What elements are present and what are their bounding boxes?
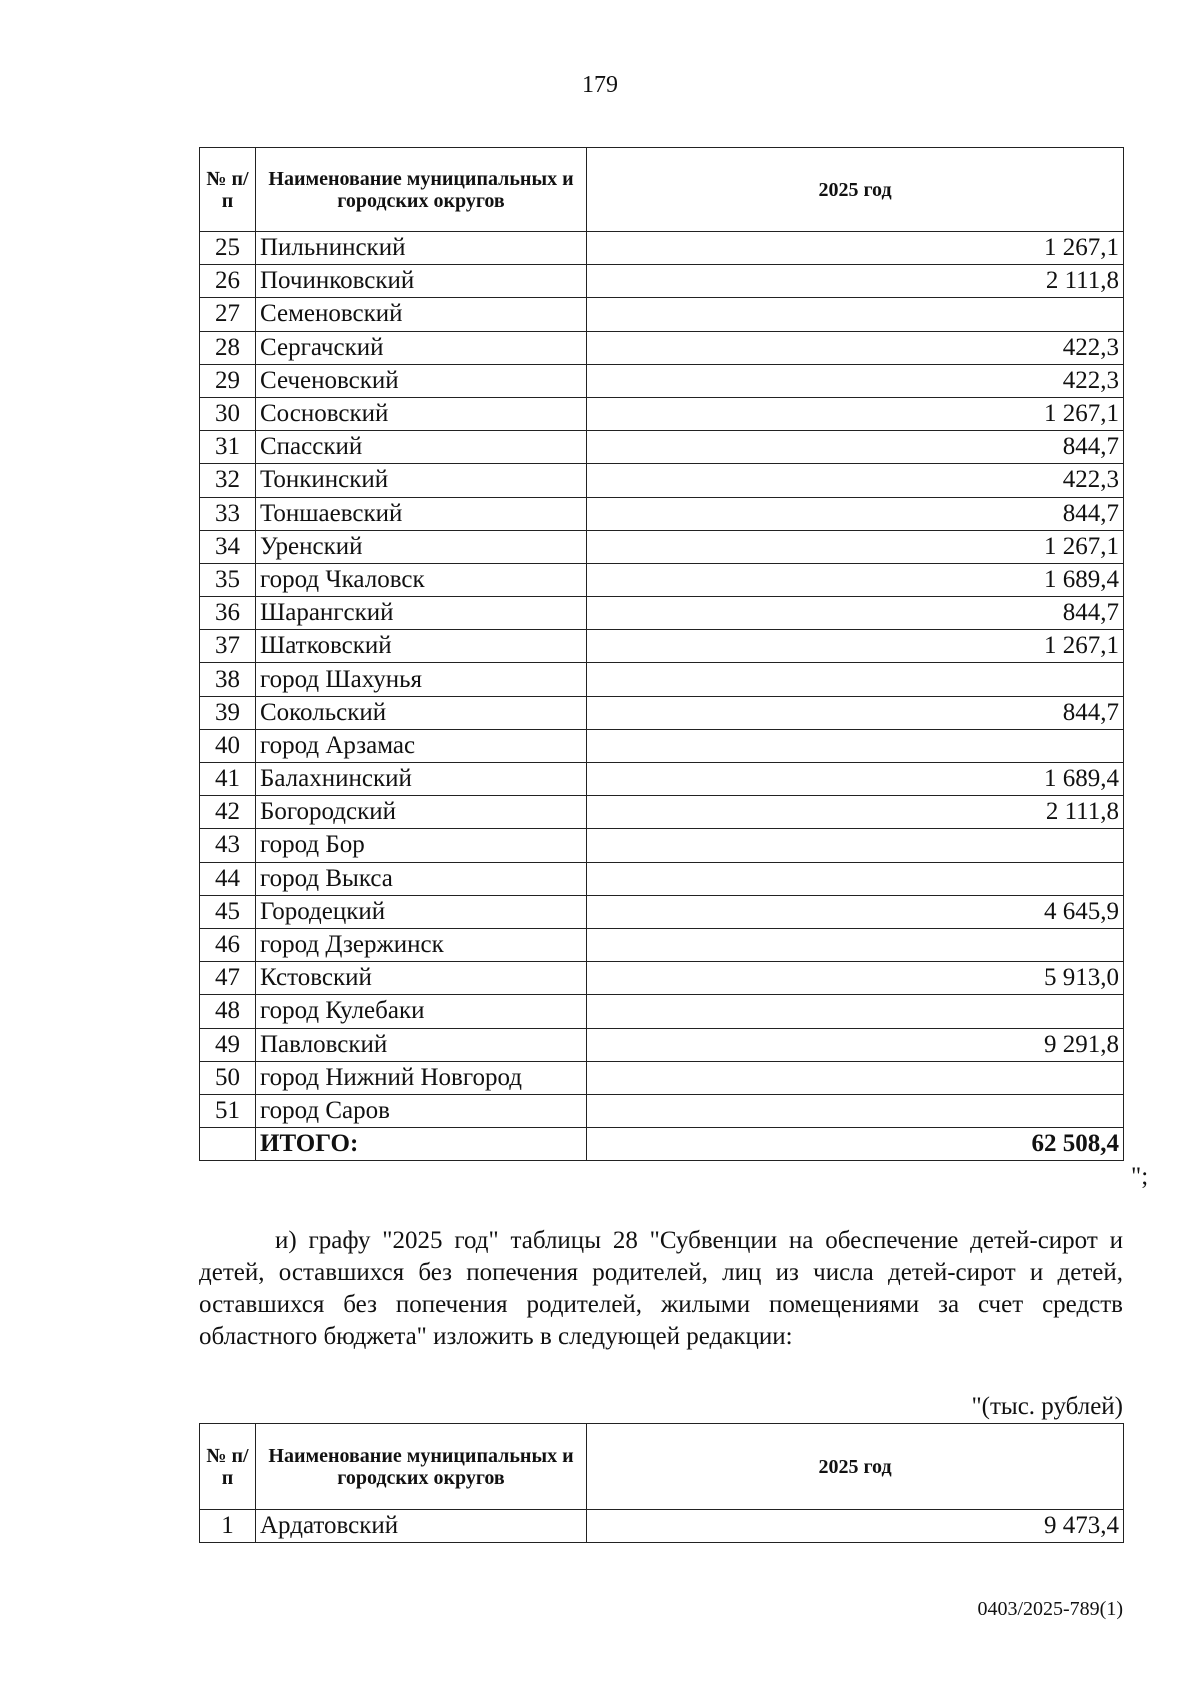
table-row bbox=[200, 597, 1124, 630]
table-body bbox=[200, 1510, 1124, 1543]
closing-quote: "; bbox=[1131, 1163, 1149, 1190]
municipality-name: Уренский bbox=[256, 530, 587, 563]
table-row bbox=[200, 895, 1124, 928]
total-number-cell bbox=[200, 1128, 256, 1161]
amount-2025: 844,7 bbox=[587, 696, 1124, 729]
table-row bbox=[200, 364, 1124, 397]
table-row bbox=[200, 796, 1124, 829]
row-number: 45 bbox=[200, 895, 256, 928]
housing-subvention-table bbox=[199, 1423, 1124, 1543]
amount-2025: 1 267,1 bbox=[587, 630, 1124, 663]
row-number: 39 bbox=[200, 696, 256, 729]
table-body bbox=[200, 232, 1124, 1128]
municipality-name: город Чкаловск bbox=[256, 563, 587, 596]
amount-2025: 5 913,0 bbox=[587, 962, 1124, 995]
row-number: 46 bbox=[200, 928, 256, 961]
row-number: 36 bbox=[200, 597, 256, 630]
amount-2025: 1 267,1 bbox=[587, 530, 1124, 563]
row-number: 40 bbox=[200, 729, 256, 762]
row-number: 48 bbox=[200, 995, 256, 1028]
amount-2025: 844,7 bbox=[587, 597, 1124, 630]
row-number: 38 bbox=[200, 663, 256, 696]
row-number: 50 bbox=[200, 1061, 256, 1094]
municipality-name: Богородский bbox=[256, 796, 587, 829]
row-number: 35 bbox=[200, 563, 256, 596]
amount-2025: 1 689,4 bbox=[587, 763, 1124, 796]
municipality-name: город Арзамас bbox=[256, 729, 587, 762]
table-row bbox=[200, 232, 1124, 265]
row-number: 47 bbox=[200, 962, 256, 995]
table-row bbox=[200, 862, 1124, 895]
municipality-name: Тонкинский bbox=[256, 464, 587, 497]
municipality-name: Шатковский bbox=[256, 630, 587, 663]
total-value: 62 508,4 bbox=[587, 1128, 1124, 1161]
table-row bbox=[200, 1094, 1124, 1127]
municipality-name: Сосновский bbox=[256, 397, 587, 430]
table-row bbox=[200, 763, 1124, 796]
municipality-name: город Бор bbox=[256, 829, 587, 862]
amount-2025: 844,7 bbox=[587, 431, 1124, 464]
amount-2025 bbox=[587, 995, 1124, 1028]
row-number: 28 bbox=[200, 331, 256, 364]
row-number: 37 bbox=[200, 630, 256, 663]
amount-2025: 1 267,1 bbox=[587, 397, 1124, 430]
header-number: № п/п bbox=[200, 1424, 256, 1510]
municipality-name: Ардатовский bbox=[256, 1510, 587, 1543]
municipality-name: город Кулебаки bbox=[256, 995, 587, 1028]
amount-2025: 2 111,8 bbox=[587, 265, 1124, 298]
amount-2025 bbox=[587, 829, 1124, 862]
page-number: 179 bbox=[582, 72, 618, 98]
row-number: 49 bbox=[200, 1028, 256, 1061]
table-row bbox=[200, 265, 1124, 298]
table-row bbox=[200, 431, 1124, 464]
municipality-name: Семеновский bbox=[256, 298, 587, 331]
row-number: 30 bbox=[200, 397, 256, 430]
total-row bbox=[200, 1128, 1124, 1161]
municipality-name: Балахнинский bbox=[256, 763, 587, 796]
municipality-name: Кстовский bbox=[256, 962, 587, 995]
total-label: ИТОГО: bbox=[256, 1128, 587, 1161]
amount-2025 bbox=[587, 663, 1124, 696]
unit-note: "(тыс. рублей) bbox=[971, 1393, 1123, 1420]
row-number: 34 bbox=[200, 530, 256, 563]
table-row bbox=[200, 928, 1124, 961]
amendment-text: и) графу "2025 год" таблицы 28 "Субвенции на обеспечение детей-сирот и детей, оставшихся без попечения родителей, лиц из числа детей-сирот и детей, оставшихся без попечения родителей, жилыми помещениями за счет средств областного бюджета" изложить в следующей редакции: bbox=[199, 1227, 1123, 1350]
amount-2025: 9 473,4 bbox=[587, 1510, 1124, 1543]
row-number: 27 bbox=[200, 298, 256, 331]
row-number: 44 bbox=[200, 862, 256, 895]
municipal-subsidy-table bbox=[199, 147, 1124, 1161]
header-year-2025: 2025 год bbox=[587, 1424, 1124, 1510]
amount-2025 bbox=[587, 729, 1124, 762]
table-row bbox=[200, 530, 1124, 563]
row-number: 31 bbox=[200, 431, 256, 464]
municipality-name: Сергачский bbox=[256, 331, 587, 364]
row-number: 51 bbox=[200, 1094, 256, 1127]
municipality-name: Починковский bbox=[256, 265, 587, 298]
row-number: 32 bbox=[200, 464, 256, 497]
amount-2025 bbox=[587, 862, 1124, 895]
table-row bbox=[200, 729, 1124, 762]
table-row bbox=[200, 630, 1124, 663]
table-row bbox=[200, 663, 1124, 696]
table-row bbox=[200, 1028, 1124, 1061]
municipality-name: Шарангский bbox=[256, 597, 587, 630]
table-row bbox=[200, 962, 1124, 995]
municipality-name: город Саров bbox=[256, 1094, 587, 1127]
amount-2025: 422,3 bbox=[587, 464, 1124, 497]
amount-2025: 1 267,1 bbox=[587, 232, 1124, 265]
amount-2025 bbox=[587, 1061, 1124, 1094]
row-number: 25 bbox=[200, 232, 256, 265]
table-row bbox=[200, 464, 1124, 497]
row-number: 43 bbox=[200, 829, 256, 862]
header-municipality-name: Наименование муниципальных и городских округов bbox=[256, 148, 587, 232]
table-header-row bbox=[200, 148, 1124, 232]
document-code: 0403/2025-789(1) bbox=[977, 1598, 1123, 1620]
row-number: 1 bbox=[200, 1510, 256, 1543]
table-header-row bbox=[200, 1424, 1124, 1510]
municipality-name: Пильнинский bbox=[256, 232, 587, 265]
header-municipality-name: Наименование муниципальных и городских округов bbox=[256, 1424, 587, 1510]
municipality-name: город Дзержинск bbox=[256, 928, 587, 961]
table-row bbox=[200, 397, 1124, 430]
amount-2025 bbox=[587, 298, 1124, 331]
row-number: 42 bbox=[200, 796, 256, 829]
table-row bbox=[200, 696, 1124, 729]
municipality-name: Городецкий bbox=[256, 895, 587, 928]
amount-2025: 9 291,8 bbox=[587, 1028, 1124, 1061]
header-number: № п/п bbox=[200, 148, 256, 232]
table-row bbox=[200, 497, 1124, 530]
table-row bbox=[200, 1061, 1124, 1094]
table-row bbox=[200, 331, 1124, 364]
amount-2025 bbox=[587, 928, 1124, 961]
municipality-name: Павловский bbox=[256, 1028, 587, 1061]
municipality-name: город Нижний Новгород bbox=[256, 1061, 587, 1094]
table-row bbox=[200, 563, 1124, 596]
municipality-name: Тоншаевский bbox=[256, 497, 587, 530]
amount-2025: 4 645,9 bbox=[587, 895, 1124, 928]
municipality-name: Сокольский bbox=[256, 696, 587, 729]
header-year-2025: 2025 год bbox=[587, 148, 1124, 232]
amount-2025: 1 689,4 bbox=[587, 563, 1124, 596]
municipality-name: Сеченовский bbox=[256, 364, 587, 397]
amount-2025: 844,7 bbox=[587, 497, 1124, 530]
row-number: 41 bbox=[200, 763, 256, 796]
municipality-name: город Выкса bbox=[256, 862, 587, 895]
table-row bbox=[200, 829, 1124, 862]
amount-2025 bbox=[587, 1094, 1124, 1127]
amount-2025: 422,3 bbox=[587, 364, 1124, 397]
table-row bbox=[200, 1510, 1124, 1543]
row-number: 33 bbox=[200, 497, 256, 530]
municipality-name: Спасский bbox=[256, 431, 587, 464]
table-row bbox=[200, 298, 1124, 331]
row-number: 29 bbox=[200, 364, 256, 397]
municipality-name: город Шахунья bbox=[256, 663, 587, 696]
row-number: 26 bbox=[200, 265, 256, 298]
amount-2025: 2 111,8 bbox=[587, 796, 1124, 829]
amendment-paragraph bbox=[199, 1225, 1123, 1353]
table-row bbox=[200, 995, 1124, 1028]
amount-2025: 422,3 bbox=[587, 331, 1124, 364]
